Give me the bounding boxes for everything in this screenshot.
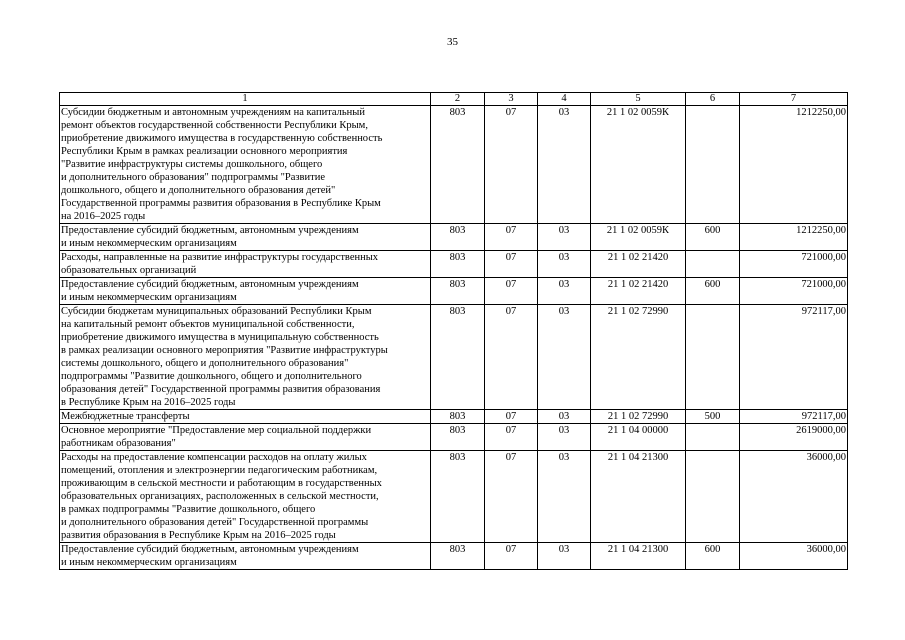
ministry-code-cell: 803	[431, 106, 485, 224]
amount-cell: 36000,00	[740, 451, 848, 543]
page-number: 35	[447, 36, 458, 48]
amount-cell: 36000,00	[740, 543, 848, 570]
ministry-code-cell: 803	[431, 278, 485, 305]
table-row	[60, 278, 848, 305]
ministry-code-cell: 803	[431, 251, 485, 278]
subsection-code-cell: 03	[538, 106, 591, 224]
row-name-cell: Основное мероприятие "Предоставление мер социальной поддержки работникам образования"	[60, 424, 431, 451]
row-name-cell: Расходы, направленные на развитие инфраструктуры государственных образовательных организаций	[60, 251, 431, 278]
target-article-cell: 21 1 04 21300	[591, 543, 686, 570]
subsection-code-cell: 03	[538, 424, 591, 451]
ministry-code-cell: 803	[431, 451, 485, 543]
table-row	[60, 305, 848, 410]
subsection-code-cell: 03	[538, 278, 591, 305]
row-name-cell: Предоставление субсидий бюджетным, автономным учреждениям и иным некоммерческим организациям	[60, 224, 431, 251]
column-header: 5	[591, 93, 686, 106]
table-row	[60, 451, 848, 543]
ministry-code-cell: 803	[431, 305, 485, 410]
expense-type-cell	[686, 451, 740, 543]
expense-type-cell	[686, 424, 740, 451]
section-code-cell: 07	[485, 224, 538, 251]
row-name-cell: Предоставление субсидий бюджетным, автономным учреждениям и иным некоммерческим организациям	[60, 543, 431, 570]
expense-type-cell: 500	[686, 410, 740, 424]
section-code-cell: 07	[485, 106, 538, 224]
section-code-cell: 07	[485, 251, 538, 278]
section-code-cell: 07	[485, 278, 538, 305]
row-name-cell: Межбюджетные трансферты	[60, 410, 431, 424]
table-row	[60, 410, 848, 424]
target-article-cell: 21 1 02 0059К	[591, 224, 686, 251]
table-row	[60, 224, 848, 251]
target-article-cell: 21 1 04 21300	[591, 451, 686, 543]
subsection-code-cell: 03	[538, 251, 591, 278]
table-row	[60, 251, 848, 278]
row-name-cell: Предоставление субсидий бюджетным, автономным учреждениям и иным некоммерческим организациям	[60, 278, 431, 305]
ministry-code-cell: 803	[431, 424, 485, 451]
section-code-cell: 07	[485, 424, 538, 451]
amount-cell: 972117,00	[740, 410, 848, 424]
amount-cell: 1212250,00	[740, 224, 848, 251]
header-row	[60, 93, 848, 106]
amount-cell: 721000,00	[740, 251, 848, 278]
subsection-code-cell: 03	[538, 451, 591, 543]
amount-cell: 1212250,00	[740, 106, 848, 224]
ministry-code-cell: 803	[431, 410, 485, 424]
target-article-cell: 21 1 02 21420	[591, 251, 686, 278]
column-header: 1	[60, 93, 431, 106]
table-row	[60, 543, 848, 570]
table-row	[60, 424, 848, 451]
amount-cell: 721000,00	[740, 278, 848, 305]
column-header: 2	[431, 93, 485, 106]
ministry-code-cell: 803	[431, 224, 485, 251]
table-row	[60, 106, 848, 224]
column-header: 3	[485, 93, 538, 106]
ministry-code-cell: 803	[431, 543, 485, 570]
target-article-cell: 21 1 02 72990	[591, 410, 686, 424]
column-header: 7	[740, 93, 848, 106]
subsection-code-cell: 03	[538, 410, 591, 424]
section-code-cell: 07	[485, 410, 538, 424]
target-article-cell: 21 1 02 0059К	[591, 106, 686, 224]
subsection-code-cell: 03	[538, 543, 591, 570]
row-name-cell: Субсидии бюджетным и автономным учреждениям на капитальный ремонт объектов государственной собственности Республики Крым, приобретение движимого имущества в государственную собственность Республики Крым в рамках реализации основного мероприятия "Развитие инфраструктуры системы дошкольного, общего и дополнительного образования" подпрограммы "Развитие дошкольного, общего и дополнительного образования детей" Государственной программы развития образования в Республике Крым на 2016–2025 годы	[60, 106, 431, 224]
row-name-cell: Расходы на предоставление компенсации расходов на оплату жилых помещений, отопления и электроэнергии педагогическим работникам, проживающим в сельской местности и работающим в государственных образовательных организациях, расположенных в сельской местности, в рамках подпрограммы "Развитие дошкольного, общего и дополнительного образования детей" Государственной программы развития образования в Республике Крым на 2016–2025 годы	[60, 451, 431, 543]
target-article-cell: 21 1 02 21420	[591, 278, 686, 305]
amount-cell: 2619000,00	[740, 424, 848, 451]
expense-type-cell	[686, 251, 740, 278]
section-code-cell: 07	[485, 543, 538, 570]
subsection-code-cell: 03	[538, 224, 591, 251]
budget-table	[59, 92, 848, 570]
column-header: 6	[686, 93, 740, 106]
row-name-cell: Субсидии бюджетам муниципальных образований Республики Крым на капитальный ремонт объектов муниципальной собственности, приобретение движимого имущества в муниципальную собственность в рамках реализации основного мероприятия "Развитие инфраструктуры системы дошкольного, общего и дополнительного образования" подпрограммы "Развитие дошкольного, общего и дополнительного образования детей" Государственной программы развития образования в Республике Крым на 2016–2025 годы	[60, 305, 431, 410]
amount-cell: 972117,00	[740, 305, 848, 410]
expense-type-cell	[686, 305, 740, 410]
expense-type-cell: 600	[686, 543, 740, 570]
target-article-cell: 21 1 02 72990	[591, 305, 686, 410]
column-header: 4	[538, 93, 591, 106]
section-code-cell: 07	[485, 305, 538, 410]
subsection-code-cell: 03	[538, 305, 591, 410]
expense-type-cell: 600	[686, 278, 740, 305]
expense-type-cell	[686, 106, 740, 224]
section-code-cell: 07	[485, 451, 538, 543]
target-article-cell: 21 1 04 00000	[591, 424, 686, 451]
expense-type-cell: 600	[686, 224, 740, 251]
